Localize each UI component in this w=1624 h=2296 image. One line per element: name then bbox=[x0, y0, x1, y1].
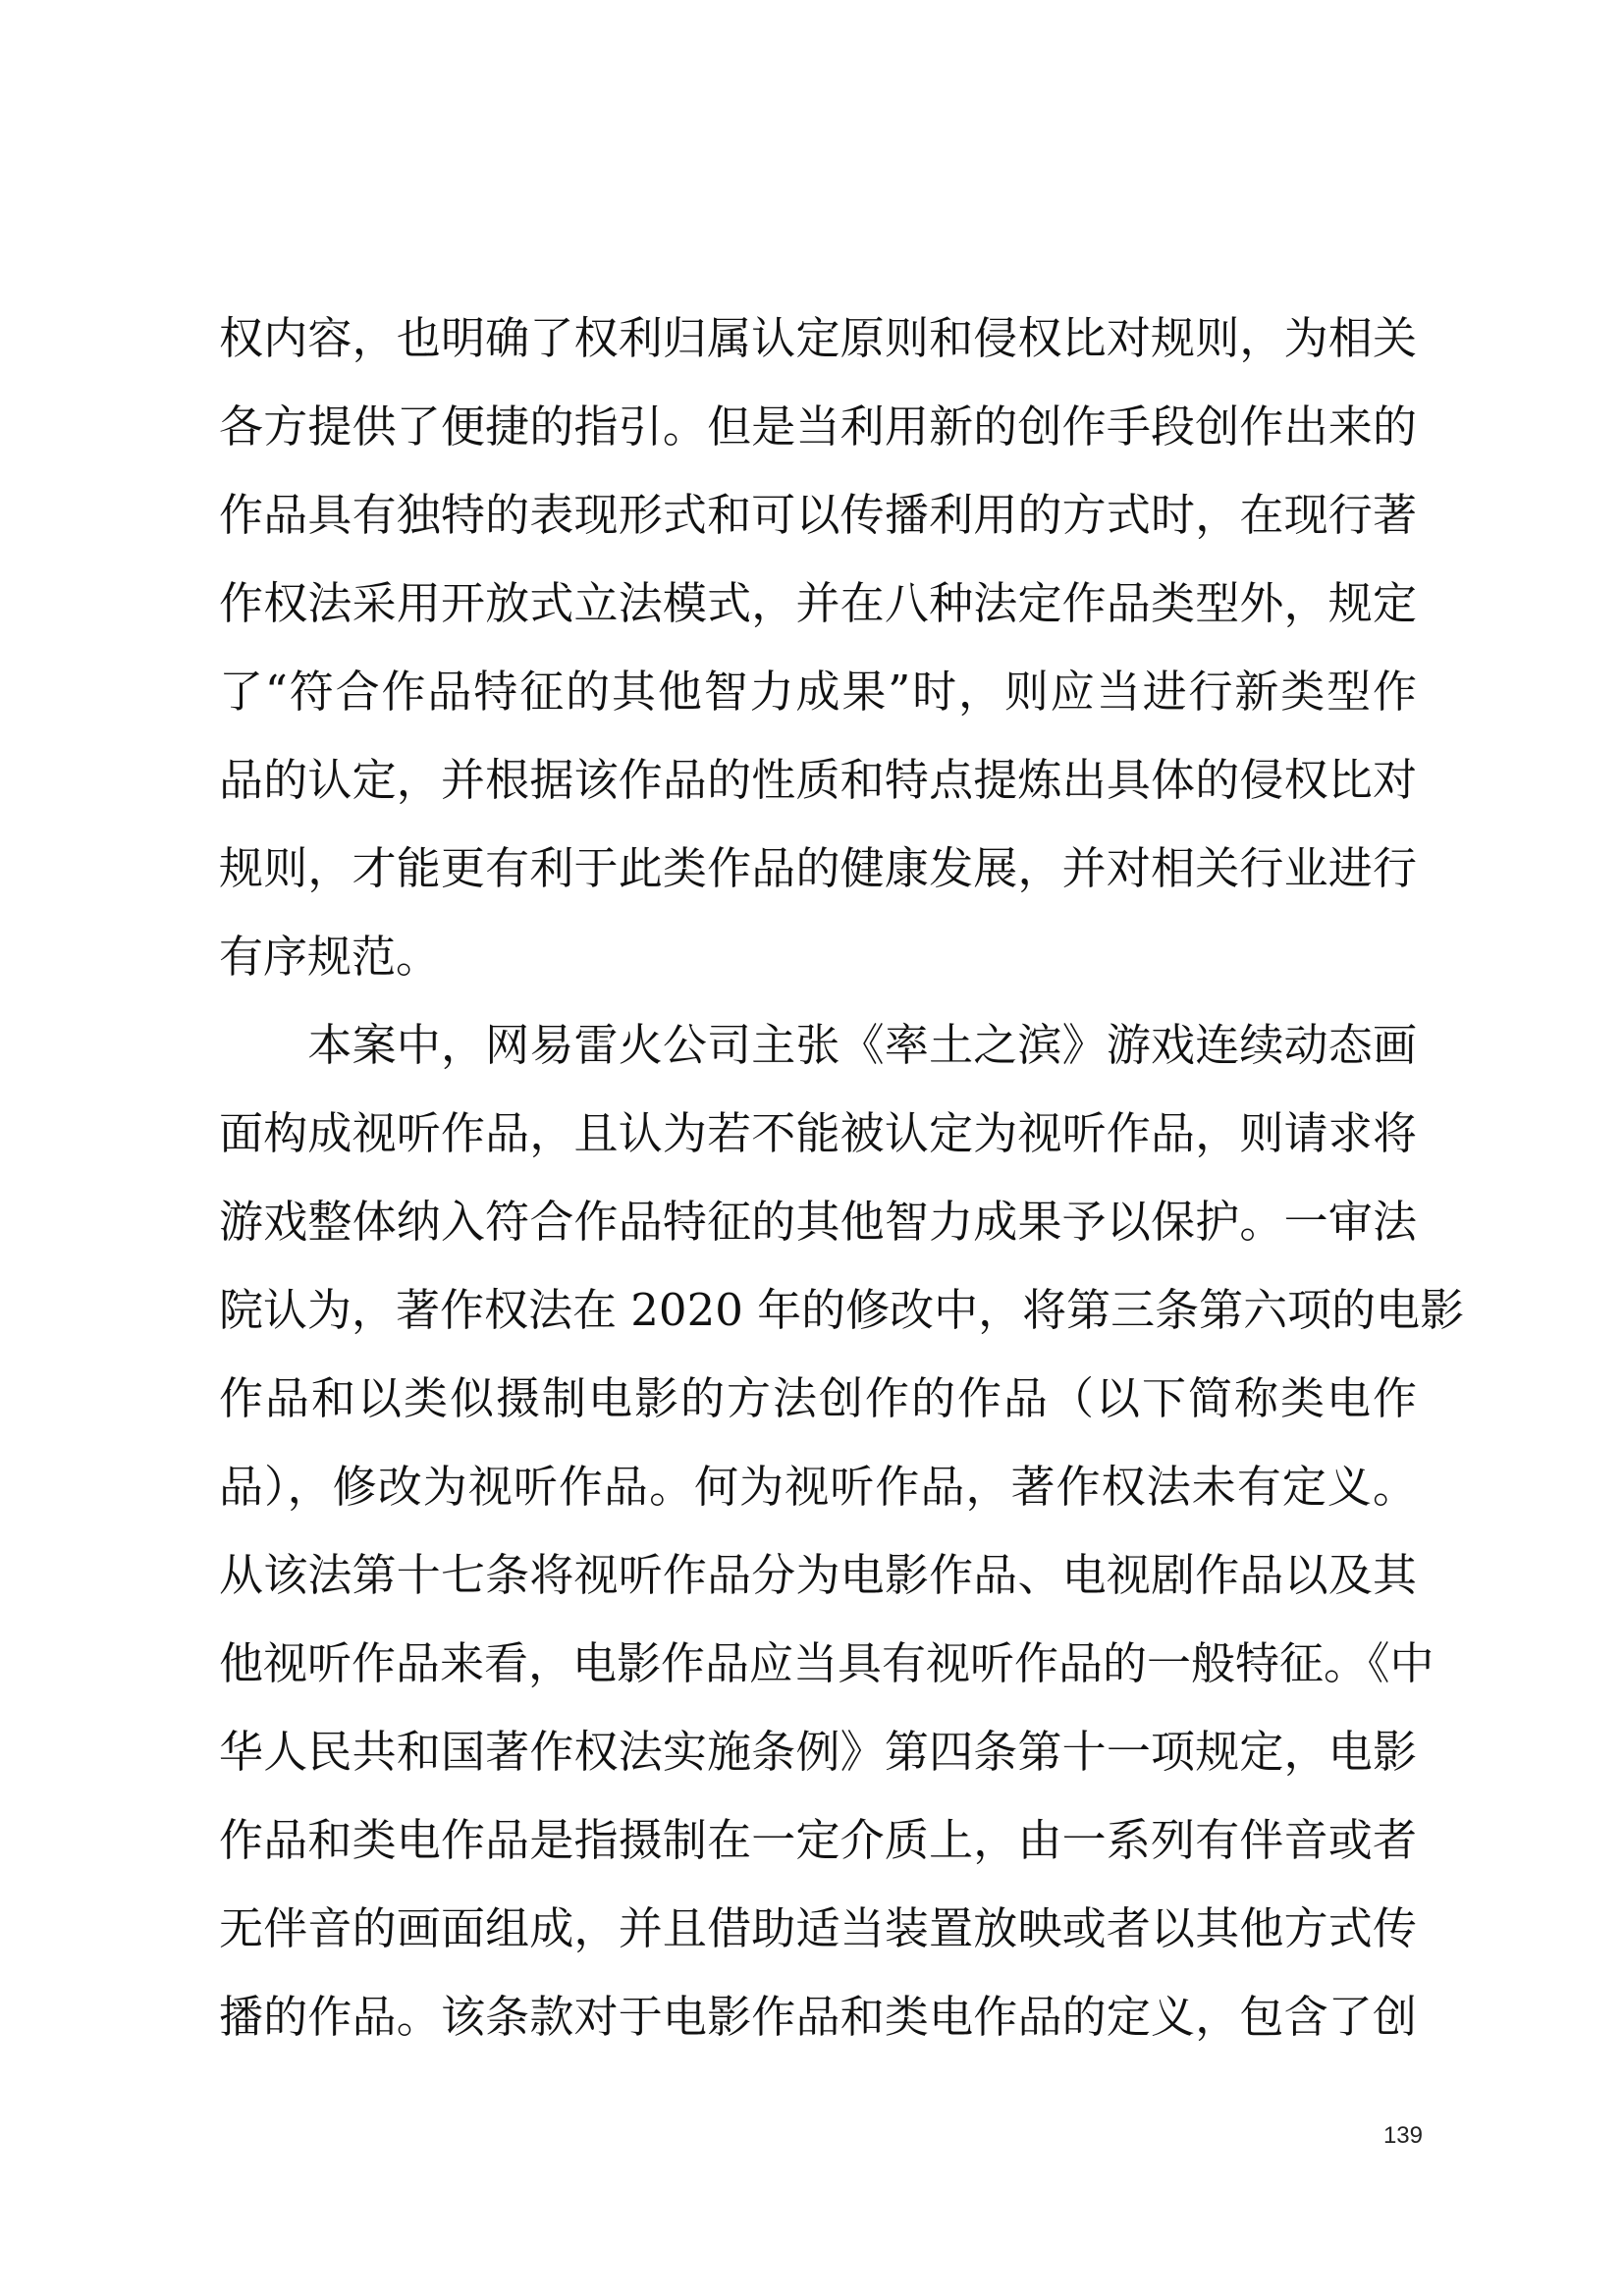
text-line: 品的认定，并根据该作品的性质和特点提炼出具体的侵权比对 bbox=[219, 754, 1417, 806]
text-line: 播的作品。该条款对于电影作品和类电作品的定义，包含了创 bbox=[219, 1991, 1417, 2043]
text-line: 作品具有独特的表现形式和可以传播利用的方式时，在现行著 bbox=[219, 489, 1417, 541]
text-line: 无伴音的画面组成，并且借助适当装置放映或者以其他方式传 bbox=[219, 1902, 1417, 1954]
text-line: 作品和以类似摄制电影的方法创作的作品（以下简称类电作 bbox=[219, 1372, 1417, 1424]
text-line: 他视听作品来看，电影作品应当具有视听作品的一般特征。《中 bbox=[219, 1637, 1435, 1689]
text-line: 面构成视听作品，且认为若不能被认定为视听作品，则请求将 bbox=[219, 1107, 1417, 1159]
text-line: 有序规范。 bbox=[219, 931, 441, 983]
text-line: 华人民共和国著作权法实施条例》第四条第十一项规定，电影 bbox=[219, 1726, 1417, 1778]
text-line: 权内容，也明确了权利归属认定原则和侵权比对规则，为相关 bbox=[219, 312, 1417, 364]
page-number: 139 bbox=[1382, 2122, 1423, 2149]
text-line: 规则，才能更有利于此类作品的健康发展，并对相关行业进行 bbox=[219, 842, 1417, 894]
text-line: 品），修改为视听作品。何为视听作品，著作权法未有定义。 bbox=[219, 1461, 1417, 1513]
text-line: 作权法采用开放式立法模式，并在八种法定作品类型外，规定 bbox=[219, 577, 1417, 629]
text-line: 游戏整体纳入符合作品特征的其他智力成果予以保护。一审法 bbox=[219, 1196, 1417, 1248]
text-line: 各方提供了便捷的指引。但是当利用新的创作手段创作出来的 bbox=[219, 400, 1417, 453]
text-line: 了“符合作品特征的其他智力成果”时，则应当进行新类型作 bbox=[219, 666, 1417, 718]
text-line: 从该法第十七条将视听作品分为电影作品、电视剧作品以及其 bbox=[219, 1549, 1417, 1601]
text-line: 院认为，著作权法在 2020 年的修改中，将第三条第六项的电影 bbox=[219, 1284, 1465, 1336]
text-line: 本案中，网易雷火公司主张《率土之滨》游戏连续动态画 bbox=[219, 1019, 1417, 1071]
body-text bbox=[219, 294, 1465, 2061]
text-line: 作品和类电作品是指摄制在一定介质上，由一系列有伴音或者 bbox=[219, 1814, 1417, 1866]
